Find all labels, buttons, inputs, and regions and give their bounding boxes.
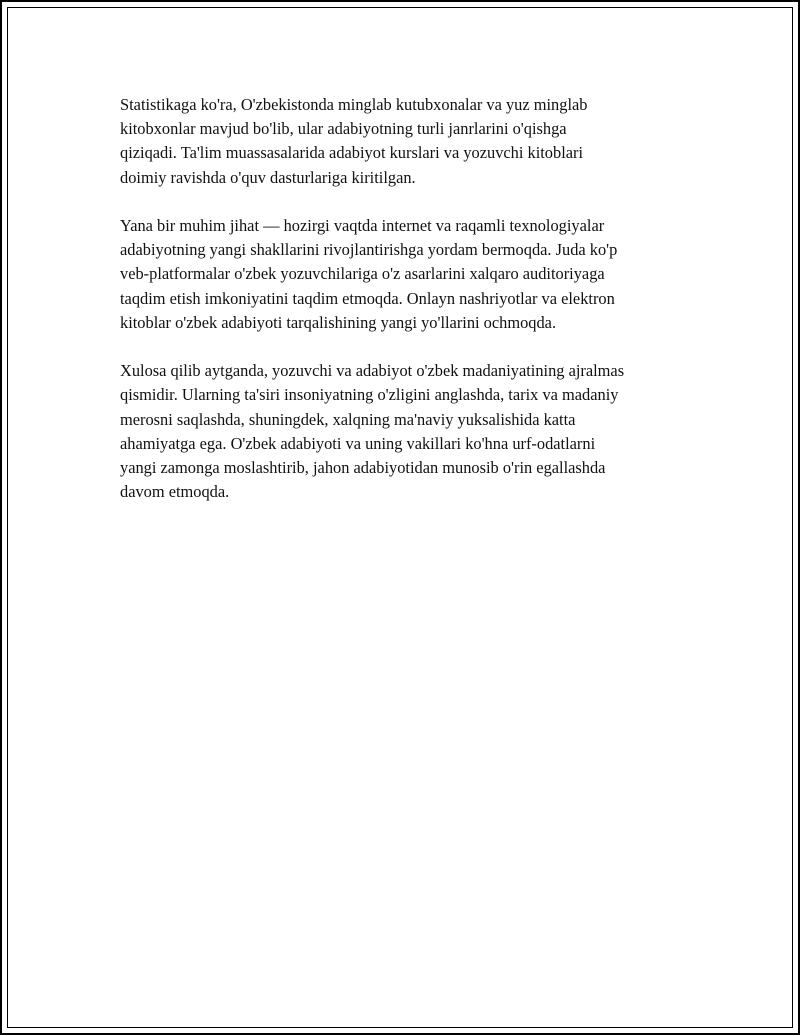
paragraph-digital-technology: Yana bir muhim jihat — hozirgi vaqtda internet va raqamli texnologiyalar adabiyotning yangi shakllarini rivojlantirishga yordam bermoqda. Juda ko'p veb-platformalar o'zbek yozuvchilariga o'z asarlarini xalqaro auditoriyaga taqdim etish imkoniyatini taqdim etmoqda. Onlayn nashriyotlar va elektron kitoblar o'zbek adabiyoti tarqalishining yangi yo'llarini ochmoqda. [120,216,618,332]
document-body [120,93,700,529]
paragraph-conclusion: Xulosa qilib aytganda, yozuvchi va adabiyot o'zbek madaniyatining ajralmas qismidir. Ularning ta'siri insoniyatning o'zligini anglashda, tarix va madaniy merosni saqlashda, shuningdek, xalqning ma'naviy yuksalishida katta ahamiyatga ega. O'zbek adabiyoti va uning vakillari ko'hna urf-odatlarni yangi zamonga moslashtirib, jahon adabiyotidan munosib o'rin egallashda davom etmoqda. [120,361,625,502]
paragraph-statistics: Statistikaga ko'ra, O'zbekistonda minglab kutubxonalar va yuz minglab kitobxonlar mavjud bo'lib, ular adabiyotning turli janrlarini o'qishga qiziqadi. Ta'lim muassasalarida adabiyot kurslari va yozuvchi kitoblari doimiy ravishda o'quv dasturlariga kiritilgan. [120,95,588,187]
